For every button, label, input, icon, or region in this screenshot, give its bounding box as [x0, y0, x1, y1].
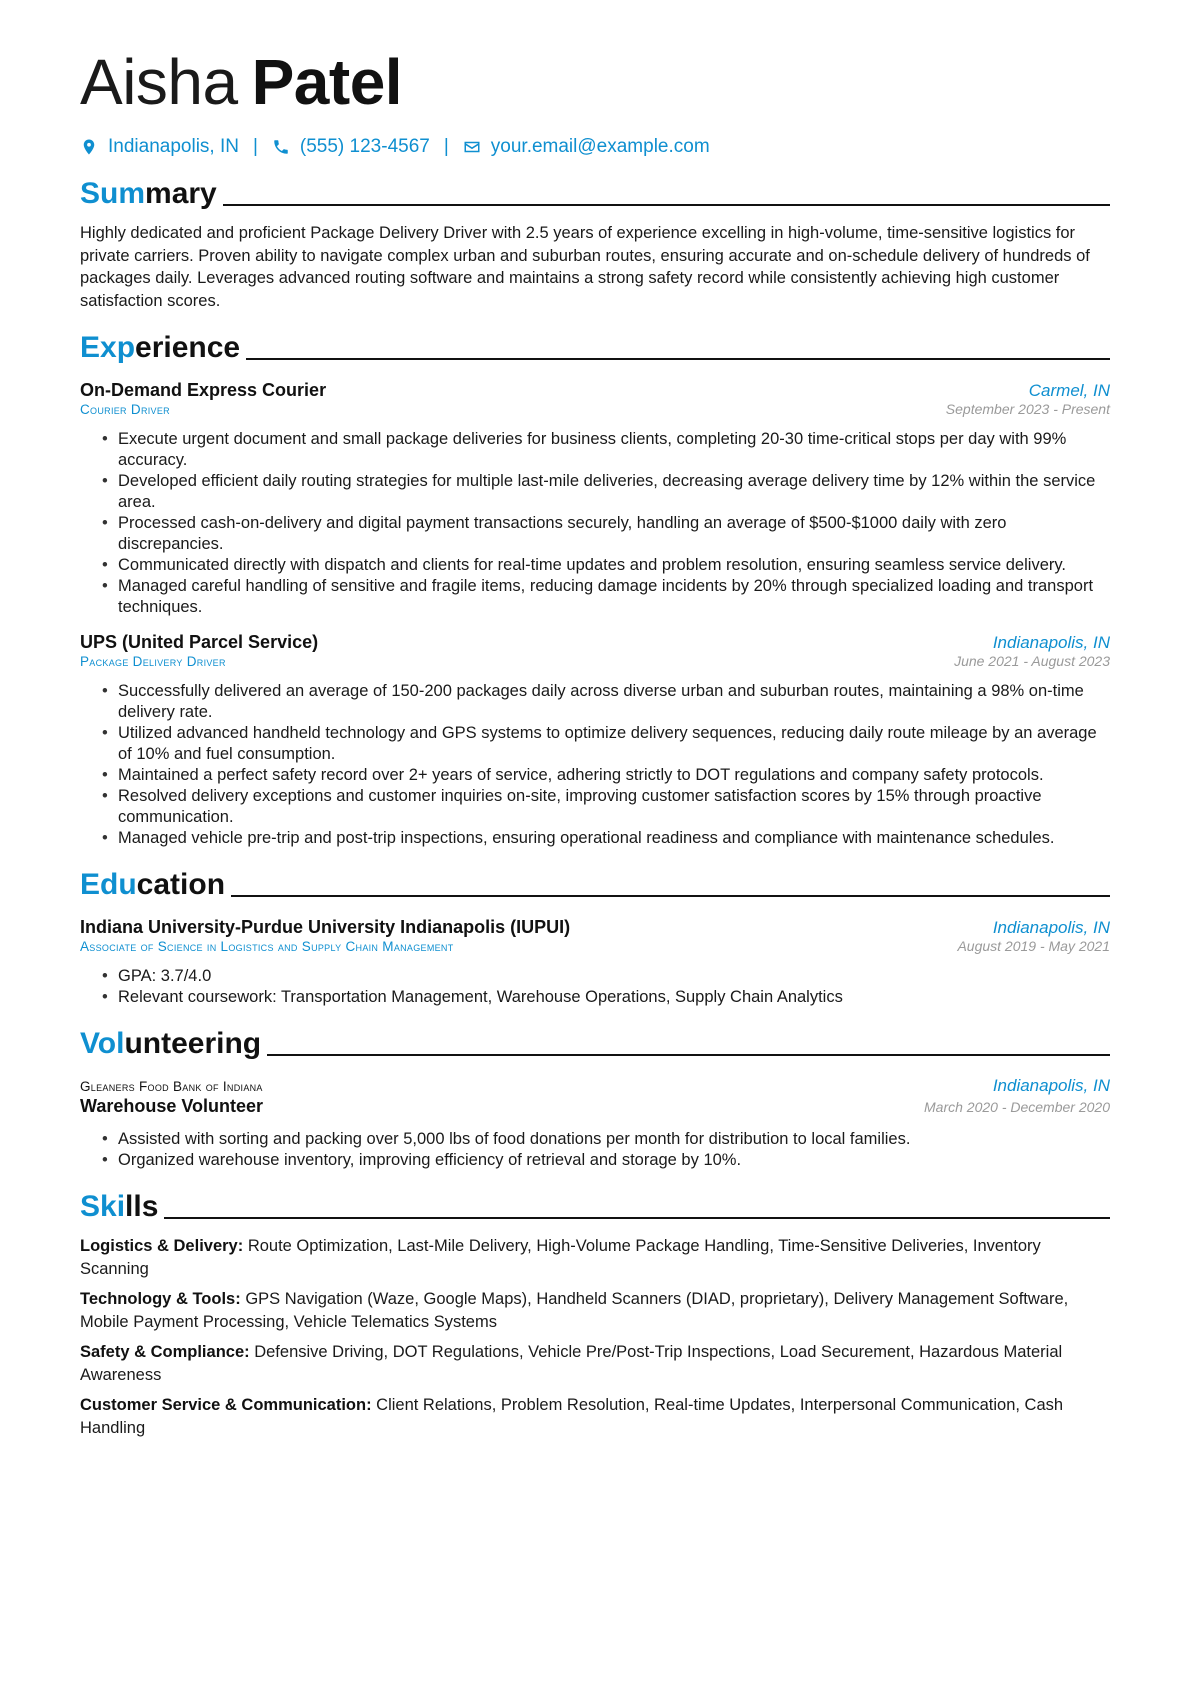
education-entry: [80, 917, 1110, 1008]
list-item: • GPA: 3.7/4.0: [102, 966, 1110, 987]
list-item: • Organized warehouse inventory, improving efficiency of retrieval and storage by 10%.: [102, 1150, 1110, 1171]
map-pin-icon: [80, 137, 98, 157]
job-dates: June 2021 - August 2023: [954, 653, 1110, 669]
first-name: Aisha: [80, 46, 238, 118]
list-item: • Utilized advanced handheld technology and GPS systems to optimize delivery sequences, reducing daily route mileage by an average of 10% and fuel consumption.: [102, 723, 1110, 765]
contact-location: [80, 136, 239, 158]
contact-email[interactable]: [463, 136, 710, 158]
summary-heading: [80, 172, 1110, 212]
list-item: • Processed cash-on-delivery and digital payment transactions securely, handling an average of $500-$1000 daily with zero discrepancies.: [102, 513, 1110, 555]
job-location: Indianapolis, IN: [992, 633, 1110, 652]
phone-text: (555) 123-4567: [299, 136, 430, 157]
skill-row: [80, 1341, 1110, 1386]
section-title: Skills: [80, 1190, 159, 1223]
list-item: • Resolved delivery exceptions and customer inquiries on-site, improving customer satisfaction scores by 15% through proactive communication.: [102, 786, 1110, 828]
section-title: Experience: [80, 331, 241, 364]
location-text: Indianapolis, IN: [108, 136, 239, 157]
section-rule: [267, 1054, 1110, 1056]
list-item: • Communicated directly with dispatch and clients for real-time updates and problem resolution, ensuring seamless service delivery.: [102, 555, 1110, 576]
skill-category: Customer Service & Communication:: [80, 1396, 377, 1414]
candidate-name: [80, 44, 1110, 120]
job-role: Courier Driver: [80, 402, 170, 417]
section-rule: [223, 204, 1110, 206]
section-title: Volunteering: [80, 1027, 262, 1060]
list-item: • Successfully delivered an average of 150-200 packages daily across diverse urban and suburban routes, maintaining a 98% on-time delivery rate.: [102, 681, 1110, 723]
skills-heading: [80, 1185, 1110, 1225]
phone-icon: [272, 137, 290, 157]
experience-entry: [80, 632, 1110, 849]
skill-values: Client Relations, Problem Resolution, Real-time Updates, Interpersonal Communication, Cash Handling: [80, 1396, 1064, 1437]
company-name: On-Demand Express Courier: [80, 380, 327, 400]
skill-row: [80, 1235, 1110, 1280]
company-name: UPS (United Parcel Service): [80, 632, 319, 652]
section-rule: [164, 1217, 1110, 1219]
section-rule: [231, 895, 1110, 897]
job-dates: September 2023 - Present: [945, 401, 1110, 417]
contact-separator: |: [443, 136, 449, 157]
volunteer-dates: March 2020 - December 2020: [924, 1099, 1110, 1115]
school-location: Indianapolis, IN: [992, 918, 1110, 937]
list-item: • Managed careful handling of sensitive and fragile items, reducing damage incidents by 20% through specialized loading and transport techniques.: [102, 576, 1110, 618]
volunteer-role: Warehouse Volunteer: [80, 1096, 264, 1116]
last-name: Patel: [251, 46, 403, 118]
list-item: • Relevant coursework: Transportation Management, Warehouse Operations, Supply Chain Analytics: [102, 987, 1110, 1008]
contact-bar: [80, 134, 1110, 160]
contact-separator: |: [252, 136, 258, 157]
school-name: Indiana University-Purdue University Indianapolis (IUPUI): [80, 917, 571, 937]
contact-phone[interactable]: [272, 136, 430, 158]
skill-values: Defensive Driving, DOT Regulations, Vehicle Pre/Post-Trip Inspections, Load Securement, Hazardous Material Awareness: [80, 1343, 1063, 1384]
list-item: • Maintained a perfect safety record over 2+ years of service, adhering strictly to DOT regulations and company safety protocols.: [102, 765, 1110, 786]
experience-entry: [80, 380, 1110, 618]
volunteering-entry: [80, 1076, 1110, 1171]
job-role: Package Delivery Driver: [80, 654, 226, 669]
skill-category: Safety & Compliance:: [80, 1343, 255, 1361]
section-title: Summary: [80, 177, 217, 210]
section-rule: [246, 358, 1110, 360]
volunteer-location: Indianapolis, IN: [992, 1076, 1110, 1095]
skill-values: GPS Navigation (Waze, Google Maps), Handheld Scanners (DIAD, proprietary), Delivery Management Software, Mobile Payment Processing, Vehicle Telematics Systems: [80, 1290, 1069, 1331]
skill-row: [80, 1394, 1110, 1439]
job-bullets: [80, 429, 1110, 618]
skills-list: [80, 1235, 1110, 1439]
skill-row: [80, 1288, 1110, 1333]
experience-heading: [80, 326, 1110, 366]
job-location: Carmel, IN: [1028, 381, 1110, 400]
volunteering-heading: [80, 1022, 1110, 1062]
education-dates: August 2019 - May 2021: [957, 938, 1110, 954]
skill-category: Technology & Tools:: [80, 1290, 246, 1308]
degree-name: Associate of Science in Logistics and Supply Chain Management: [80, 939, 454, 954]
skill-values: Route Optimization, Last-Mile Delivery, High-Volume Package Handling, Time-Sensitive Deliveries, Inventory Scanning: [80, 1237, 1041, 1278]
list-item: • Assisted with sorting and packing over 5,000 lbs of food donations per month for distribution to local families.: [102, 1129, 1110, 1150]
list-item: • Managed vehicle pre-trip and post-trip inspections, ensuring operational readiness and compliance with maintenance schedules.: [102, 828, 1110, 849]
email-text: your.email@example.com: [490, 136, 710, 157]
education-heading: [80, 863, 1110, 903]
skill-category: Logistics & Delivery:: [80, 1237, 248, 1255]
list-item: • Execute urgent document and small package deliveries for business clients, completing 20-30 time-critical stops per day with 99% accuracy.: [102, 429, 1110, 471]
volunteer-organization: Gleaners Food Bank of Indiana: [80, 1079, 263, 1094]
list-item: • Developed efficient daily routing strategies for multiple last-mile deliveries, decreasing average delivery time by 12% within the service area.: [102, 471, 1110, 513]
job-bullets: [80, 681, 1110, 849]
summary-text: Highly dedicated and proficient Package Delivery Driver with 2.5 years of experience excelling in high-volume, time-sensitive logistics for private carriers. Proven ability to navigate complex urban and suburban routes, ensuring accurate and on-schedule delivery of hundreds of packages daily. Leverages advanced routing software and maintains a strong safety record while consistently achieving high customer satisfaction scores.: [80, 224, 1090, 310]
envelope-icon: [463, 137, 481, 157]
section-title: Education: [80, 868, 226, 901]
education-bullets: [80, 966, 1110, 1008]
volunteer-bullets: [80, 1129, 1110, 1171]
